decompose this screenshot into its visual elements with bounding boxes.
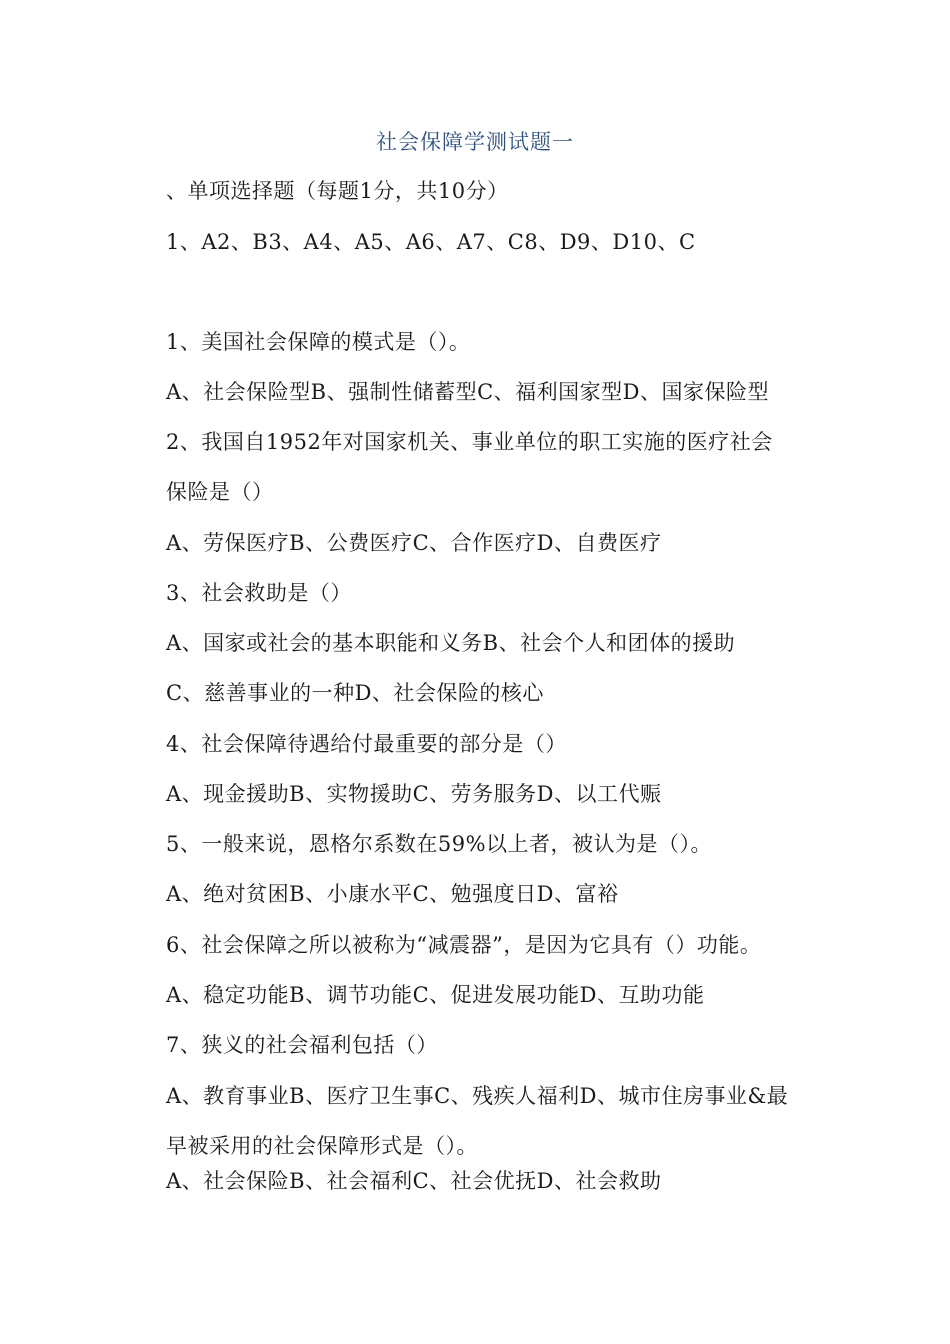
question-6: 6、社会保障之所以被称为“减震器”，是因为它具有（）功能。 [166, 933, 762, 957]
question-6-options: A、稳定功能B、调节功能C、促进发展功能D、互助功能 [166, 983, 705, 1007]
question-4-options: A、现金援助B、实物援助C、劳务服务D、以工代赈 [166, 782, 662, 806]
question-3-options-a-b: A、国家或社会的基本职能和义务B、社会个人和团体的援助 [166, 631, 736, 655]
question-2-continued: 保险是（） [166, 480, 274, 504]
page-title: 社会保障学测试题一 [376, 130, 574, 154]
question-5: 5、一般来说，恩格尔系数在59%以上者，被认为是（）。 [166, 832, 713, 856]
question-7: 7、狭义的社会福利包括（） [166, 1033, 438, 1057]
question-8-options: A、社会保险B、社会福利C、社会优抚D、社会救助 [166, 1169, 662, 1193]
question-1: 1、美国社会保障的模式是（）。 [166, 330, 471, 354]
question-7-options: A、教育事业B、医疗卫生事C、残疾人福利D、城市住房事业&最 [166, 1084, 789, 1108]
answer-key: 1、A2、B3、A4、A5、A6、A7、C8、D9、D10、C [166, 230, 696, 254]
section-heading: 、单项选择题（每题1分，共10分） [166, 179, 509, 203]
question-5-options: A、绝对贫困B、小康水平C、勉强度日D、富裕 [166, 882, 619, 906]
question-3: 3、社会救助是（） [166, 581, 352, 605]
question-2-options: A、劳保医疗B、公费医疗C、合作医疗D、自费医疗 [166, 531, 662, 555]
question-3-options-c-d: C、慈善事业的一种D、社会保险的核心 [166, 681, 544, 705]
question-1-options: A、社会保险型B、强制性储蓄型C、福利国家型D、国家保险型 [166, 380, 770, 404]
question-4: 4、社会保障待遇给付最重要的部分是（） [166, 732, 567, 756]
question-8: 早被采用的社会保障形式是（）。 [166, 1134, 478, 1158]
question-2: 2、我国自1952年对国家机关、事业单位的职工实施的医疗社会 [166, 430, 773, 454]
